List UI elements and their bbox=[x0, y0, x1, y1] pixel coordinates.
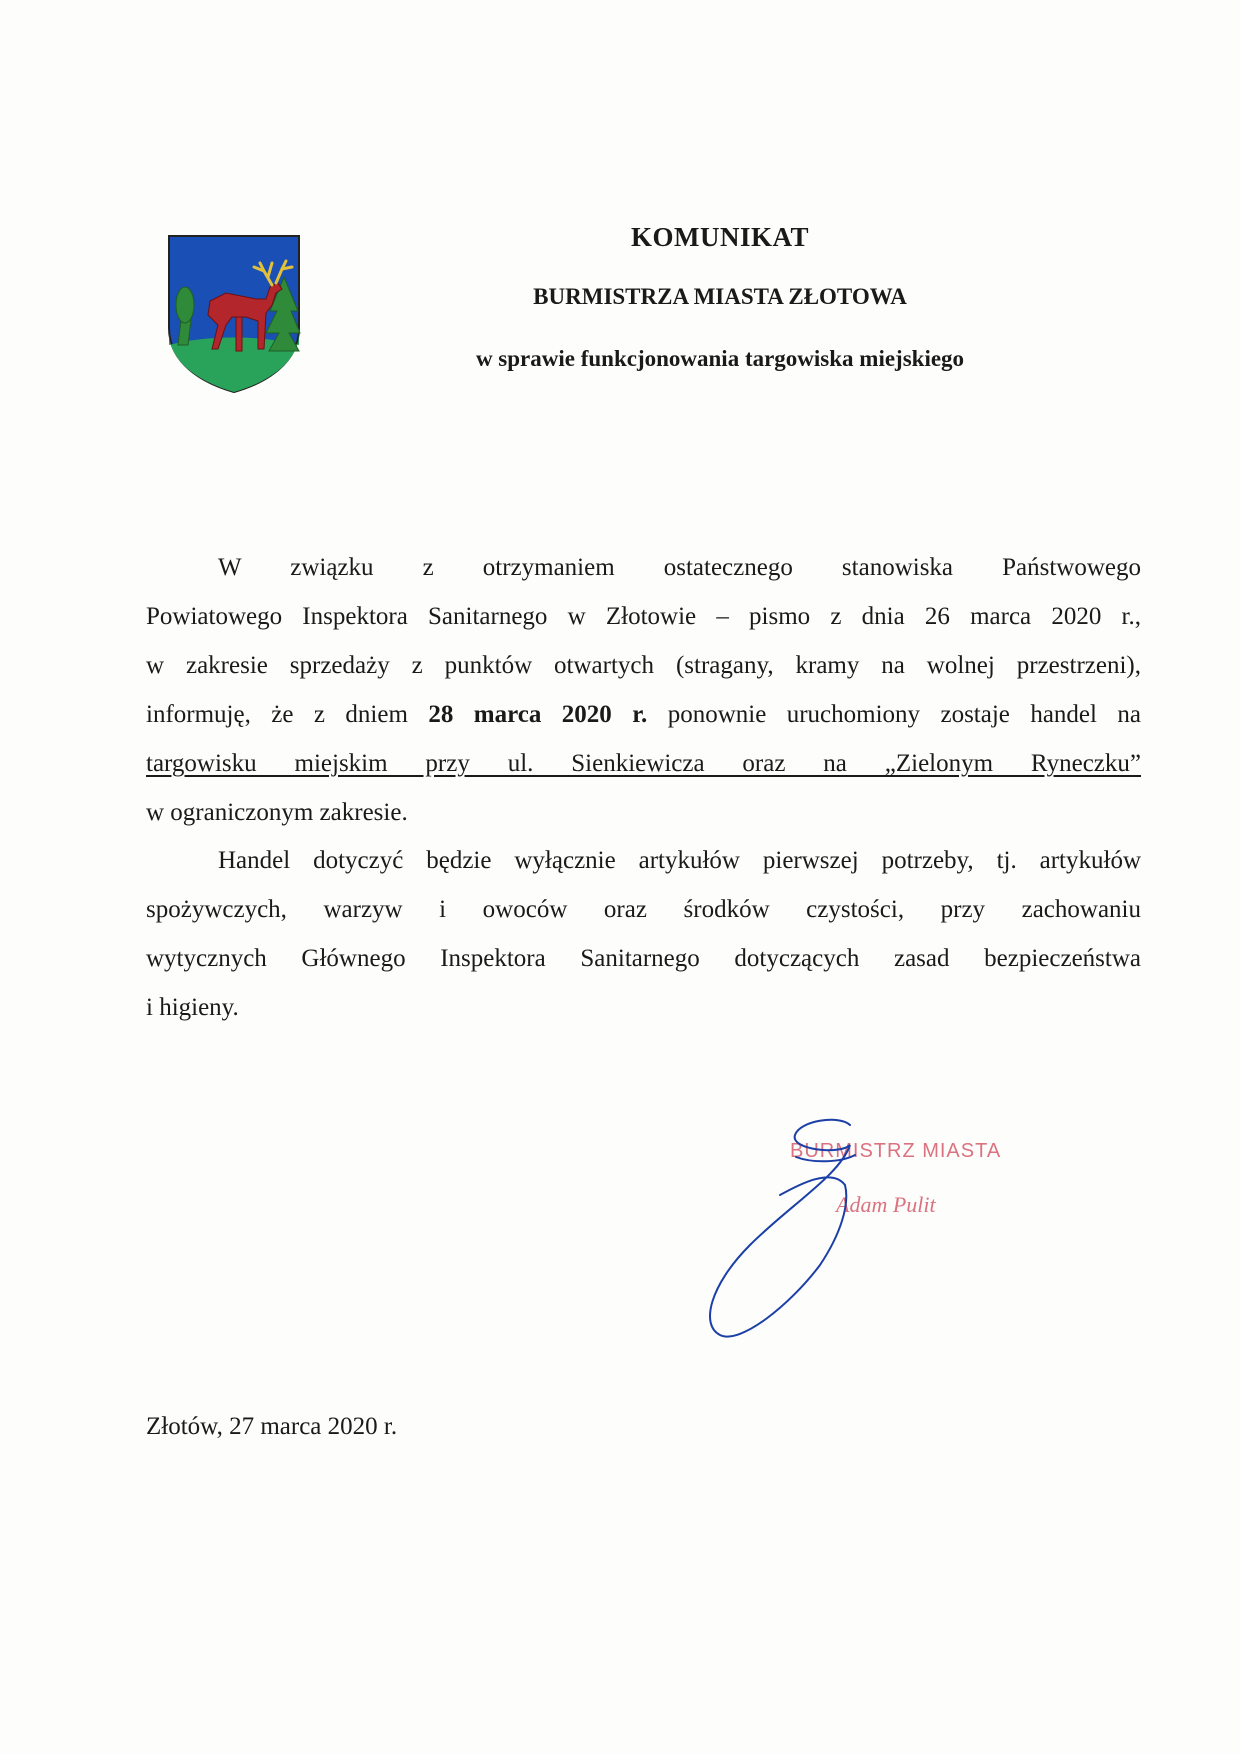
paragraph-announcement bbox=[146, 543, 1141, 837]
document-title: KOMUNIKAT bbox=[631, 222, 809, 252]
line-text: ponownie uruchomiony zostaje handel na bbox=[647, 701, 1141, 728]
stamp-name: Adam Pulit bbox=[836, 1192, 936, 1217]
paragraph-line: Handel dotyczyć będzie wyłącznie artykułów pierwszej potrzeby, tj. artykułów bbox=[218, 847, 1141, 874]
place-and-date: Złotów, 27 marca 2020 r. bbox=[146, 1413, 398, 1440]
underlined-location-line: targowisku miejskim przy ul. Sienkiewicza oraz na „Zielonym Ryneczku” bbox=[146, 750, 1141, 777]
paragraph-line: w ograniczonym zakresie. bbox=[146, 799, 408, 826]
paragraph-line: w zakresie sprzedaży z punktów otwartych (stragany, kramy na wolnej przestrzeni), bbox=[146, 652, 1141, 679]
stamp-title: BURMISTRZ MIASTA bbox=[790, 1140, 1002, 1162]
paragraph-line: Powiatowego Inspektora Sanitarnego w Złotowie – pismo z dnia 26 marca 2020 r., bbox=[146, 603, 1141, 630]
paragraph-line bbox=[146, 690, 1141, 739]
paragraph-conditions bbox=[146, 836, 1141, 1032]
paragraph-line: W związku z otrzymaniem ostatecznego stanowiska Państwowego bbox=[218, 554, 1141, 581]
paragraph-line: i higieny. bbox=[146, 994, 239, 1021]
paragraph-line: wytycznych Głównego Inspektora Sanitarnego dotyczących zasad bezpieczeństwa bbox=[146, 945, 1141, 972]
paragraph-line: spożywczych, warzyw i owoców oraz środków czystości, przy zachowaniu bbox=[146, 896, 1141, 923]
document-topic: w sprawie funkcjonowania targowiska miejskiego bbox=[475, 346, 965, 371]
line-text: informuję, że z dniem bbox=[146, 701, 429, 728]
signature-icon bbox=[680, 1095, 920, 1345]
coat-of-arms-icon bbox=[166, 233, 302, 395]
effective-date: 28 marca 2020 r. bbox=[428, 701, 648, 728]
document-issuer: BURMISTRZA MIASTA ZŁOTOWA bbox=[533, 284, 907, 309]
